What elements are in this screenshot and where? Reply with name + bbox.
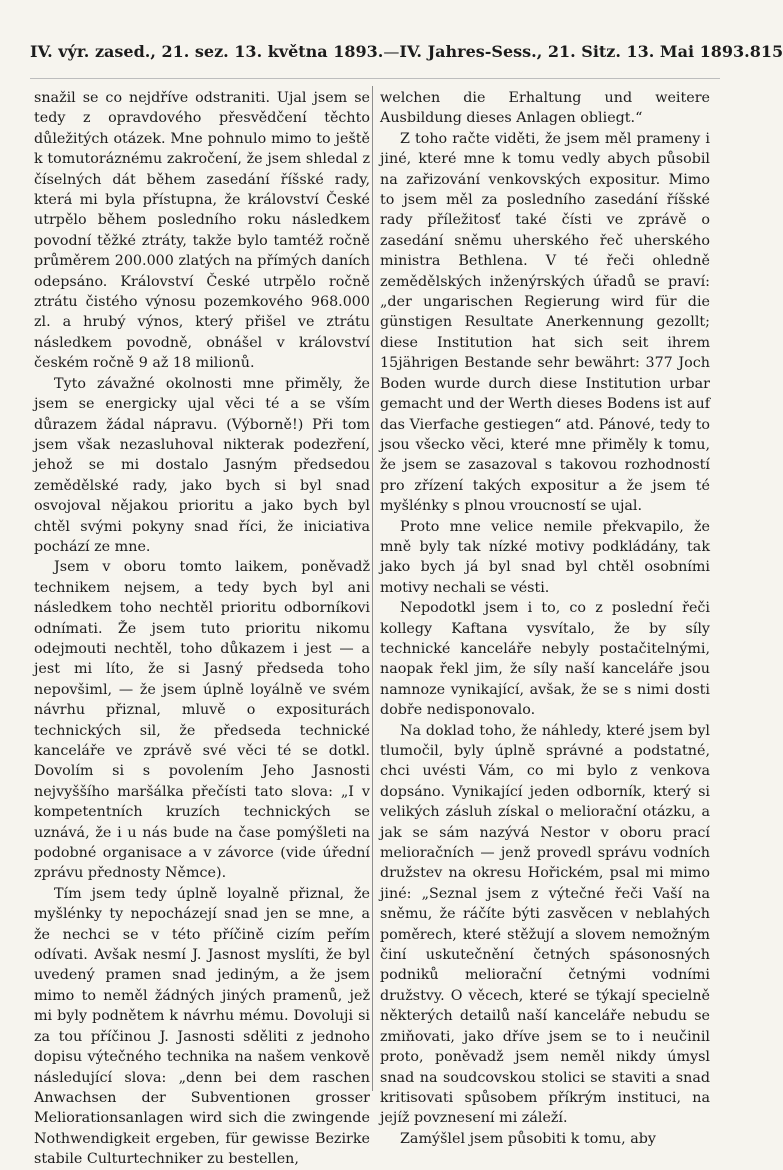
paragraph: Na doklad toho, že náhledy, které jsem byl tlumočil, byly úplně správné a podstatné, chci uvésti Vám, co mi bylo z venkova dopsáno. Vynikající jeden odborník, který si velikých zásluh získal o meliorační otázku, a jak se sám nazývá Nestor v oboru prací melioračních — jenž provedl správu vodních družstev na okresu Hořickém, psal mi mimo jiné: „Seznal jsem z výtečné řeči Vaší na sněmu, že ráčíte býti zasvěcen v neblahých poměrech, které stěžují a slovem nemožným činí uskutečnění četných spásonosných podniků meliorační četnými vodními družstvy. O věcech, které se týkají specielně některých detailů naší kanceláře nebudu se zmiňovati, jako dříve jsem se to i neučinil proto, poněvadž jsem neměl nikdy úmysl snad na soudcovskou stolici se staviti a snad kritisovati spůsobem příkrým instituci, na jejíž povznesení mi záleží. [380, 722, 710, 1127]
paragraph: Tím jsem tedy úplně loyalně přiznal, že myšlénky ty nepocházejí snad jen se mne, a že nechci se v této příčině cizím peřím odívati. Avšak nesmí J. Jasnost myslíti, že byl uvedený pramen snad jediným, a že jsem mimo to neměl žádných jiných pramenů, jež mi byly podnětem k návrhu mému. Dovoluji si za tou příčinou J. Jasnosti sděliti z jednoho dopisu výtečného technika na našem venkově následující slova: „denn bei dem raschen Anwachsen der Subventionen grosser Meliorationsanlagen wird sich die zwingende Nothwendigkeit ergeben, für gewisse Bezirke stabile Culturtechniker zu bestellen, [34, 885, 370, 1168]
paragraph: Nepodotkl jsem i to, co z poslední řeči kollegy Kaftana vysvítalo, že by síly technické kanceláře nebyly postačitelnými, naopak řekl jim, že síly naší kanceláře jsou namnoze vynikající, avšak, že se s nimi dosti dobře nedisponovalo. [380, 600, 710, 719]
paragraph: Jsem v oboru tomto laikem, poněvadž technikem nejsem, a tedy bych byl ani následkem toho nechtěl prioritu odborníkovi odnímati. Že jsem tuto prioritu nikomu odejmouti nechtěl, toho důkazem i jest — a jest mi líto, že si Jasný předseda toho nepovšiml, — že jsem úplně loyálně ve svém návrhu přiznal, mluvě o expositurách technických sil, že předseda technické kanceláře ve zprávě své věci té se dotkl. Dovolím si s povolením Jeho Jasnosti nejvyššího maršálka přečísti tato slova: „I v kompetentních kruzích technických se uznává, že i u nás bude na čase pomýšleti na podobné organisace a v závorce (vide úřední zprávu přednosty Němce). [34, 559, 370, 882]
paragraph: Proto mne velice nemile překvapilo, že mně byly tak nízké motivy podkládány, tak jako bych já byl snad byl chtěl osobními motivy nechali se vésti. [380, 518, 710, 596]
left-column [34, 88, 370, 1168]
paragraph: welchen die Erhaltung und weitere Ausbildung dieses Anlagen obliegt.“ [380, 90, 710, 127]
paragraph: Zamýšlel jsem působiti k tomu, aby [400, 1130, 656, 1147]
header-left: IV. výr. zased., 21. sez. 13. května 1893. [30, 42, 384, 61]
header-right: IV. Jahres-Sess., 21. Sitz. 13. Mai 1893. [399, 42, 750, 61]
column-divider [372, 86, 373, 1091]
paragraph: Z toho račte viděti, že jsem měl pramеny i jiné, které mne k tomu vedly abych působil na zařizování venkovských expositur. Mimo to jsem měl za posledního zasedání říšské rady příležitosť také čísti ve zprávě o zasedání sněmu uherského řeč uherského ministra Bethlena. V té řeči ohledně zemědělských inženýrských úřadů se praví: „der ungarischen Regierung wird für die günstigen Resultate Anerkennung gezollt; diese Institution hat sich seit ihrem 15jährigen Bestande sehr bewährt: 377 Joch Boden wurde durch diese Institution urbar gemacht und der Werth dieses Bodens ist auf das Vierfache gestiegen“ atd. Pánové, tedy to jsou všecko věci, které mne přiměly k tomu, že jsem se zasazoval s takovou rozhodností pro zřízení takých expositur a že jsem té myšlénky s plnou vrоucností se ujal. [380, 130, 710, 515]
right-column [380, 88, 710, 1147]
page-header [30, 42, 783, 61]
header-rule [30, 78, 720, 79]
header-dash: — [383, 42, 400, 61]
paragraph: Tyto závažné okolnosti mne přiměly, že jsem se energicky ujal věci té a se vším důrazem žádal nápravu. (Výborně!) Při tom jsem však nezasluhoval nikterak podezření, jehož se mi dostalo Jasným předsedou zemědělské rady, jako bych si byl snad osvojoval nějakou prioritu a jako bych byl chtěl svými pokyny snad říci, že iniciativa pochází ze mne. [34, 375, 370, 555]
page-number: 815 [749, 42, 783, 61]
paragraph: snažil se co nejdříve odstraniti. Ujal jsem se tedy z opravdového přesvědčení těchto důležitých otázek. Mne pohnulo mimo to ještě k tomutoráznému zakročení, že jsem shledal z číselných dát během zasedání říšské rady, která mi byla přístupna, že království České utrpělo během posledního roku následkem povodní těžké ztráty, takže bylo tamtéž ročně průměrem 200.000 zlatých na přímých daních odepsáno. Království České utrpělo ročně ztrátu čistého výnosu pozemkového 968.000 zl. a hrubý výnos, který přišel ve ztrátu následkem povodně, obnášel v království českém ročně 9 až 18 milionů. [34, 90, 370, 372]
